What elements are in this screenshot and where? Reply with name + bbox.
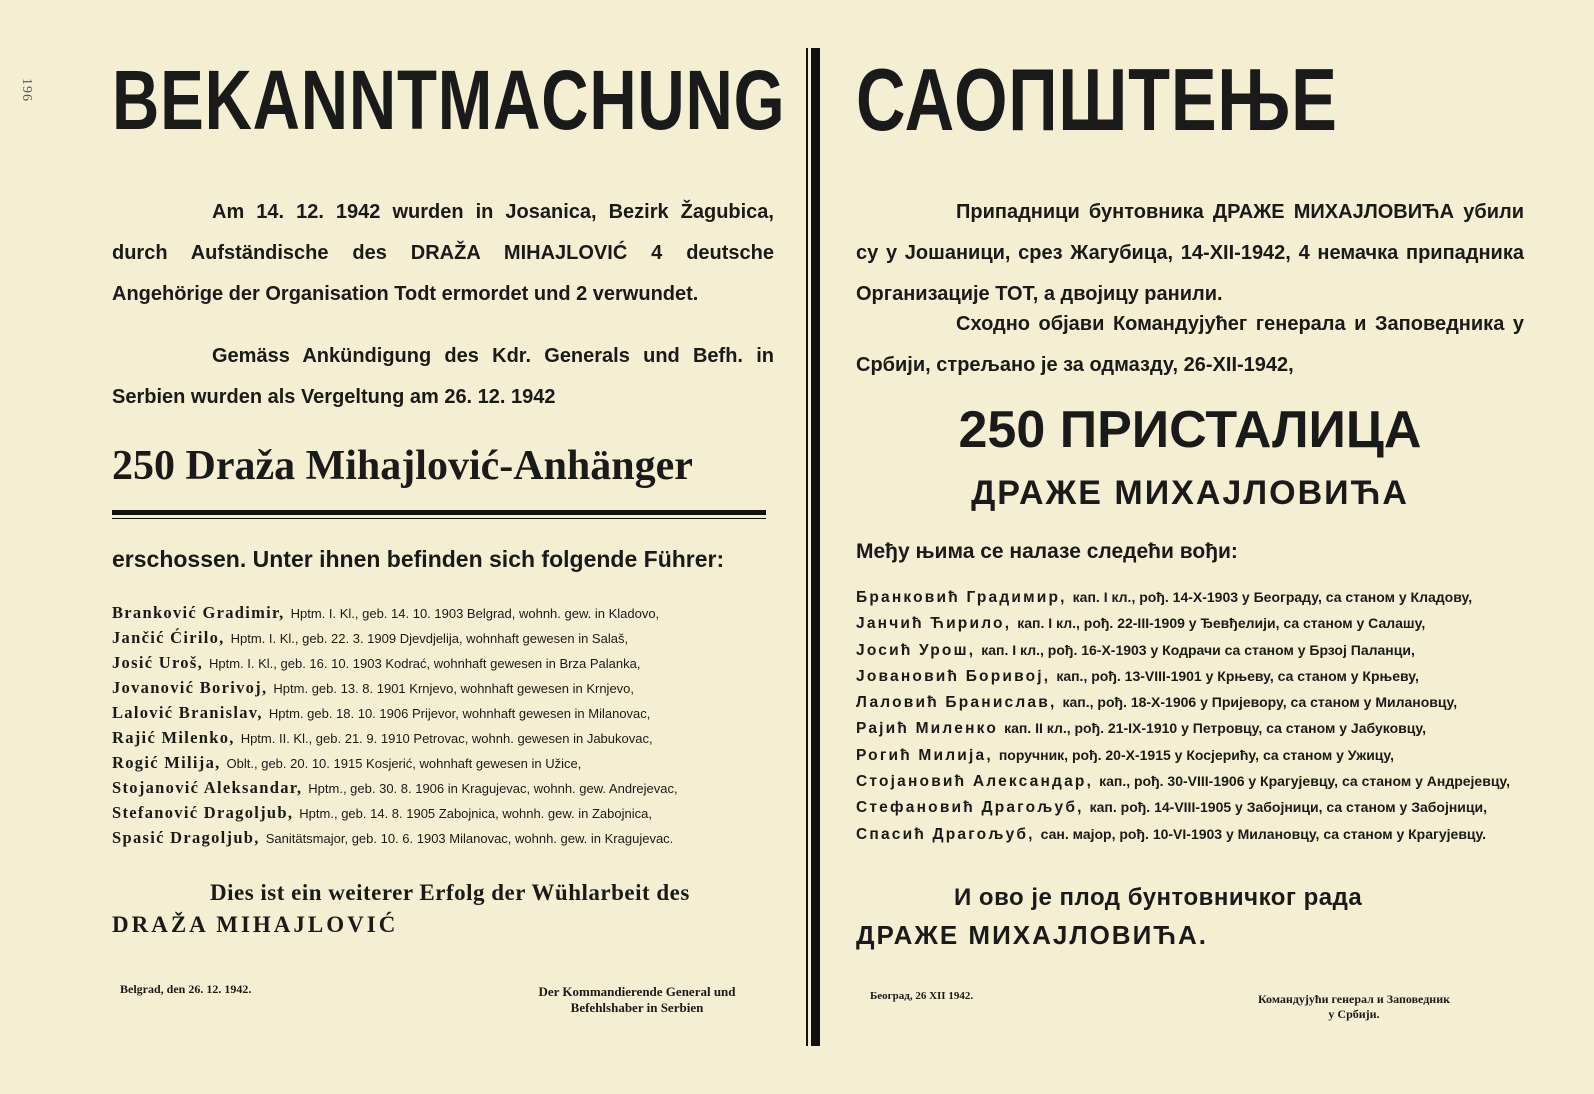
german-headline-rule [112, 510, 766, 515]
list-item: Jančić Ćirilo, Hptm. I. Kl., geb. 22. 3. 1909 Djevdjelija, wohnhaft gewesen in Salaš, [112, 628, 629, 647]
serbian-signature: Командујући генерал и Заповедник у Србији. [1257, 992, 1451, 1021]
serbian-paragraph-1: Припадници бунтовника ДРАЖЕ МИХАЈЛОВИЋА убили су у Јошаници, срез Жагубица, 14-XII-1942, 4 немачка припадника Организације ТОТ, а двојицу ранили. [856, 201, 1524, 305]
serbian-leaders-list [856, 584, 1524, 847]
german-signature: Der Kommandierende General und Befehlshaber in Serbien [538, 984, 736, 1015]
german-notice [112, 0, 786, 1094]
german-place-date: Belgrad, den 26. 12. 1942. [120, 982, 252, 996]
list-item: Јанчић Ћирило, кап. I кл., рођ. 22-III-1909 у Ђевђелији, са станом у Салашу, [856, 615, 1426, 633]
german-title: BEKANNTMACHUNG [112, 53, 786, 147]
list-item: Стојановић Александар, кап., рођ. 30-VIII-1906 у Крагујевцу, са станом у Андрејевцу, [856, 773, 1511, 791]
german-leaders-intro: erschossen. Unter ihnen befinden sich folgende Führer: [112, 546, 725, 572]
serbian-headline-1: 250 ПРИСТАЛИЦА [958, 401, 1422, 459]
list-item: Спасић Драгољуб, сан. мајор, рођ. 10-VI-1903 у Милановцу, са станом у Крагујевцу. [856, 825, 1486, 843]
german-closing-line-2: DRAŽA MIHAJLOVIĆ [112, 912, 399, 937]
list-item: Rogić Milija, Oblt., geb. 20. 10. 1915 Kosjerić, wohnhaft gewesen in Užice, [112, 753, 582, 772]
serbian-headline-2: ДРАЖЕ МИХАЈЛОВИЋА [971, 474, 1409, 512]
list-item: Стефановић Драгољуб, кап. рођ. 14-VIII-1905 у Забојници, са станом у Забојници, [856, 799, 1488, 817]
serbian-closing-line-2: ДРАЖЕ МИХАЈЛОВИЋА. [856, 920, 1209, 950]
serbian-title: САОПШТЕЊЕ [856, 50, 1338, 149]
list-item: Stefanović Dragoljub, Hptm., geb. 14. 8. 1905 Zabojnica, wohnh. gew. in Zabojnica, [112, 803, 652, 822]
list-item: Рајић Миленко кап. II кл., рођ. 21-IX-1910 у Петровцу, са станом у Јабуковцу, [856, 720, 1426, 738]
list-item: Josić Uroš, Hptm. I. Kl., geb. 16. 10. 1903 Kodrać, wohnhaft gewesen in Brza Palanka, [112, 653, 641, 672]
german-leaders-list [112, 600, 774, 850]
german-headline: 250 Draža Mihajlović-Anhänger [112, 443, 693, 489]
list-item: Јосић Урош, кап. I кл., рођ. 16-X-1903 у Кодрачи са станом у Брзој Паланци, [856, 641, 1415, 659]
list-item: Jovanović Borivoj, Hptm. geb. 13. 8. 1901 Krnjevo, wohnhaft gewesen in Krnjevo, [112, 678, 635, 697]
list-item: Бранковић Градимир, кап. I кл., рођ. 14-X-1903 у Београду, са станом у Кладову, [856, 589, 1473, 606]
german-headline-rule-thin [112, 518, 766, 519]
german-paragraph-2: Gemäss Ankündigung des Kdr. Generals und Befh. in Serbien wurden als Vergeltung am 26. 12. 1942 [112, 345, 774, 408]
list-item: Рогић Милија, поручник, рођ. 20-X-1915 у Косјерићу, са станом у Ужицу, [856, 746, 1395, 764]
list-item: Stojanović Aleksandar, Hptm., geb. 30. 8. 1906 in Kragujevac, wohnh. gew. Andrejevac, [112, 778, 678, 797]
list-item: Јовановић Боривој, кап., рођ. 13-VIII-1901 у Крњеву, са станом у Крњеву, [856, 667, 1419, 685]
list-item: Rajić Milenko, Hptm. II. Kl., geb. 21. 9. 1910 Petrovac, wohnh. gewesen in Jabukovac, [112, 728, 653, 747]
serbian-place-date: Београд, 26 XII 1942. [870, 990, 974, 1002]
list-item: Spasić Dragoljub, Sanitätsmajor, geb. 10. 6. 1903 Milanovac, wohnh. gew. in Kragujevac. [112, 828, 674, 847]
list-item: Лаловић Бранислав, кап., рођ. 18-X-1906 у Пријевору, са станом у Милановцу, [856, 694, 1458, 712]
list-item: Lalović Branislav, Hptm. geb. 18. 10. 1906 Prijevor, wohnhaft gewesen in Milanovac, [112, 703, 651, 722]
list-item: Branković Gradimir, Hptm. I. Kl., geb. 14. 10. 1903 Belgrad, wohnh. gew. in Kladovo, [112, 603, 660, 622]
german-closing-line-1: Dies ist ein weiterer Erfolg der Wühlarbeit des [210, 880, 690, 905]
serbian-notice [856, 0, 1524, 1094]
page-number: 196 [19, 78, 34, 102]
serbian-closing-line-1: И ово је плод бунтовничког рада [954, 884, 1363, 911]
german-paragraph-1: Am 14. 12. 1942 wurden in Josanica, Bezirk Žagubica, durch Aufständische des DRAŽA MIHAJLOVIĆ 4 deutsche Angehörige der Organisation Todt ermordet und 2 verwundet. [112, 201, 774, 305]
serbian-leaders-intro: Међу њима се налазе следећи вођи: [856, 540, 1238, 563]
column-divider [806, 48, 824, 1046]
serbian-paragraph-2: Сходно објави Командујућег генерала и Заповедника у Србији, стрељано је за одмазду, 26-XII-1942, [856, 313, 1524, 376]
